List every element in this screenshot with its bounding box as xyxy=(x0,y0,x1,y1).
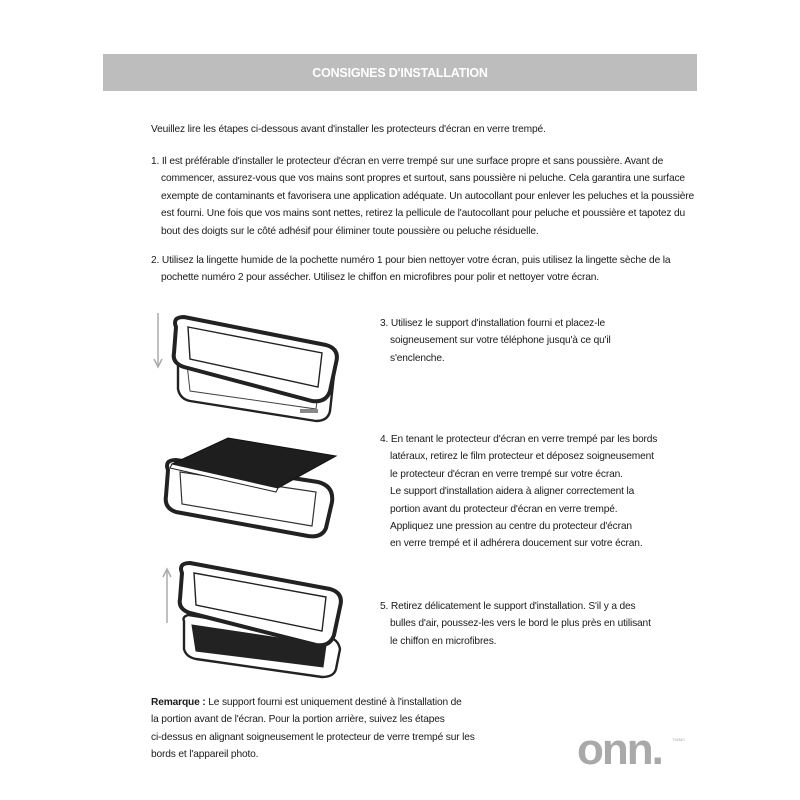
remark xyxy=(151,694,475,764)
step-4-line: portion avant du protecteur d'écran en verre trempé. xyxy=(390,503,618,515)
illustration-remove-frame xyxy=(158,555,358,680)
remark-line: la portion avant de l'écran. Pour la portion arrière, suivez les étapes xyxy=(151,714,445,726)
step-5-line: le chiffon en microfibres. xyxy=(390,635,497,647)
step-4-line: en verre trempé et il adhérera doucement sur votre écran. xyxy=(390,538,643,550)
intro-text: Veuillez lire les étapes ci-dessous avant d'installer les protecteurs d'écran en verre trempé. xyxy=(151,124,546,135)
remark-text: Le support fourni est uniquement destiné à l'installation de xyxy=(205,697,462,708)
step-2-line: pochette numéro 2 pour assécher. Utilisez le chiffon en microfibres pour polir et nettoyer votre écran. xyxy=(161,272,599,284)
remark-line: ci-dessus en alignant soigneusement le protecteur de verre trempé sur les xyxy=(151,731,475,743)
step-1-line: est fourni. Une fois que vos mains sont nettes, retirez la pellicule de l'autocollant pour peluche et poussière et tapotez du xyxy=(161,208,686,220)
step-1-line: exempte de contaminants et favorisera une application adéquate. Un autocollant pour enlever les peluches et la poussière xyxy=(161,190,695,202)
header-title: CONSIGNES D'INSTALLATION xyxy=(312,65,488,80)
step-3-line: soigneusement sur votre téléphone jusqu'à ce qu'il xyxy=(390,335,611,347)
remark-line: bords et l'appareil photo. xyxy=(151,749,259,761)
step-3-line: s'enclenche. xyxy=(390,352,445,364)
step-5-line: 5. Retirez délicatement le support d'installation. S'il y a des xyxy=(380,601,636,612)
up-arrow-icon xyxy=(163,569,171,623)
step-1-line: 1. Il est préférable d'installer le protecteur d'écran en verre trempé sur une surface propre et sans poussière. Avant de xyxy=(151,156,664,167)
illustration-apply-glass xyxy=(158,430,358,542)
step-5 xyxy=(380,598,651,650)
trademark-mark: TM/MC xyxy=(672,737,686,742)
step-5-line: bulles d'air, poussez-les vers le bord le plus près en utilisant xyxy=(390,618,651,630)
step-4-line: Le support d'installation aidera à aligner correctement la xyxy=(390,486,635,498)
step-1 xyxy=(151,153,694,240)
step-3 xyxy=(380,315,611,367)
step-1-line: bout des doigts sur le côté adhésif pour éliminer toute poussière ou peluche résiduelle. xyxy=(161,225,539,237)
step-4-line: latéraux, retirez le film protecteur et déposez soigneusement xyxy=(390,451,654,463)
remark-label: Remarque : xyxy=(151,697,206,708)
remark-line-1 xyxy=(151,694,475,711)
step-1-line: commencer, assurez-vous que vos mains sont propres et surtout, sans poussière ni peluche. Cela garantira une surface xyxy=(161,173,685,185)
step-2 xyxy=(151,252,670,287)
step-4-line: le protecteur d'écran en verre trempé sur votre écran. xyxy=(390,468,623,480)
step-2-line: 2. Utilisez la lingette humide de la pochette numéro 1 pour bien nettoyer votre écran, puis utilisez la lingette sèche de la xyxy=(151,255,671,266)
step-4 xyxy=(380,431,657,553)
step-4-line: 4. En tenant le protecteur d'écran en verre trempé par les bords xyxy=(380,434,658,445)
step-4-line: Appliquez une pression au centre du protecteur d'écran xyxy=(390,521,632,533)
down-arrow-icon xyxy=(154,313,162,367)
illustration-place-frame xyxy=(150,305,360,430)
step-3-line: 3. Utilisez le support d'installation fourni et placez-le xyxy=(380,318,605,329)
instructions-header xyxy=(103,54,697,91)
onn-logo: onn. xyxy=(577,725,662,774)
